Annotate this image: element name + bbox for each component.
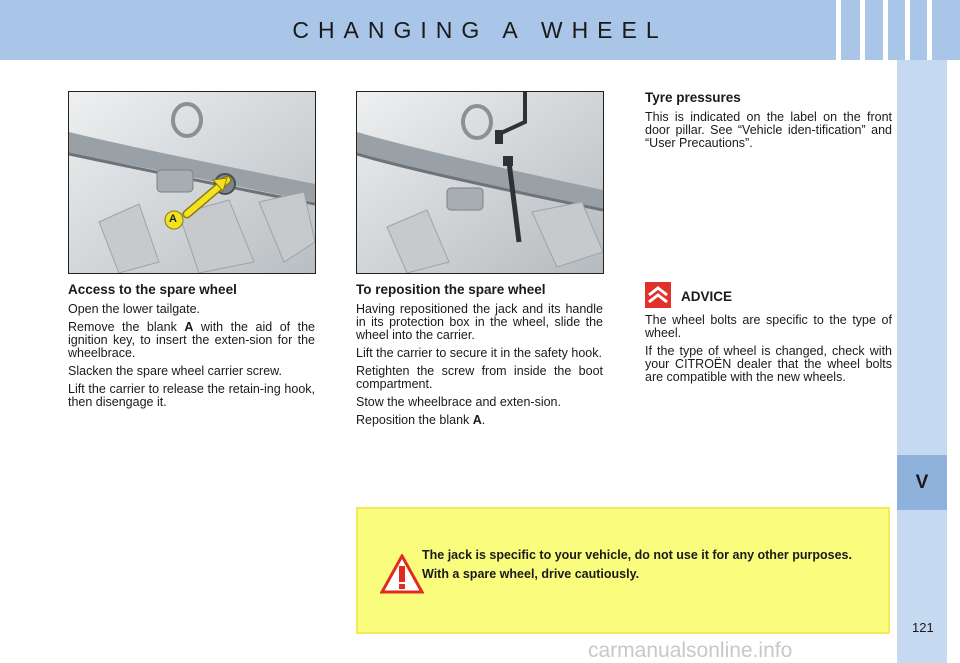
citroen-chevron-icon bbox=[645, 282, 671, 308]
access-step-4: Lift the carrier to release the retain-ing hook, then disengage it. bbox=[68, 382, 315, 409]
reposition-heading: To reposition the spare wheel bbox=[356, 282, 546, 297]
page-title: CHANGING A WHEEL bbox=[292, 17, 668, 43]
reposition-step-2: Lift the carrier to secure it in the safety hook. bbox=[356, 346, 602, 360]
warning-text bbox=[422, 549, 886, 587]
spare-wheel-access-photo bbox=[68, 91, 316, 274]
blank-a-ref: A bbox=[184, 320, 194, 334]
reposition-section bbox=[356, 282, 603, 432]
tyre-heading: Tyre pressures bbox=[645, 90, 741, 105]
access-step-2: Remove the blank A with the aid of the ignition key, to insert the exten-sion for the wheelbrace. bbox=[68, 320, 315, 360]
chapter-tab[interactable]: V bbox=[897, 455, 947, 510]
reposition-step-5: Reposition the blank A. bbox=[356, 413, 486, 427]
banner-stripe bbox=[860, 0, 865, 60]
advice-section bbox=[645, 282, 892, 389]
advice-para-2: If the type of wheel is changed, check with your CITROËN dealer that the wheel bolts are compatible with the new wheels. bbox=[645, 344, 892, 384]
tyre-text: This is indicated on the label on the front door pillar. See “Vehicle iden-tification” and “User Precautions”. bbox=[645, 110, 892, 150]
advice-header bbox=[645, 282, 892, 312]
access-step-3: Slacken the spare wheel carrier screw. bbox=[68, 364, 282, 378]
warning-box bbox=[356, 507, 890, 634]
banner-stripe bbox=[927, 0, 932, 60]
banner-stripe bbox=[905, 0, 910, 60]
boot-floor-illustration bbox=[69, 92, 315, 273]
access-section bbox=[68, 282, 315, 414]
tyre-section bbox=[645, 90, 892, 155]
header-banner bbox=[0, 0, 960, 60]
wheelbrace-photo bbox=[356, 91, 604, 274]
reposition-step-3: Retighten the screw from inside the boot compartment. bbox=[356, 364, 603, 391]
warning-line-2: With a spare wheel, drive cautiously. bbox=[422, 567, 640, 581]
chapter-side-band bbox=[897, 60, 947, 663]
banner-stripe bbox=[836, 0, 841, 60]
warning-triangle-icon bbox=[380, 554, 424, 594]
warning-line-1: The jack is specific to your vehicle, do not use it for any other purposes. bbox=[422, 548, 852, 562]
access-step-1: Open the lower tailgate. bbox=[68, 302, 201, 316]
banner-stripe bbox=[883, 0, 888, 60]
callout-label-a: A bbox=[169, 213, 177, 225]
advice-title: ADVICE bbox=[681, 289, 733, 304]
blank-a-ref: A bbox=[472, 413, 482, 427]
reposition-step-1: Having repositioned the jack and its handle in its protection box in the wheel, slide the wheel into the carrier. bbox=[356, 302, 603, 342]
access-heading: Access to the spare wheel bbox=[68, 282, 237, 297]
page-number: 121 bbox=[912, 620, 934, 635]
advice-para-1: The wheel bolts are specific to the type of wheel. bbox=[645, 313, 892, 340]
watermark: carmanualsonline.info bbox=[588, 639, 793, 662]
wheelbrace-illustration bbox=[357, 92, 603, 273]
reposition-step-4: Stow the wheelbrace and exten-sion. bbox=[356, 395, 561, 409]
